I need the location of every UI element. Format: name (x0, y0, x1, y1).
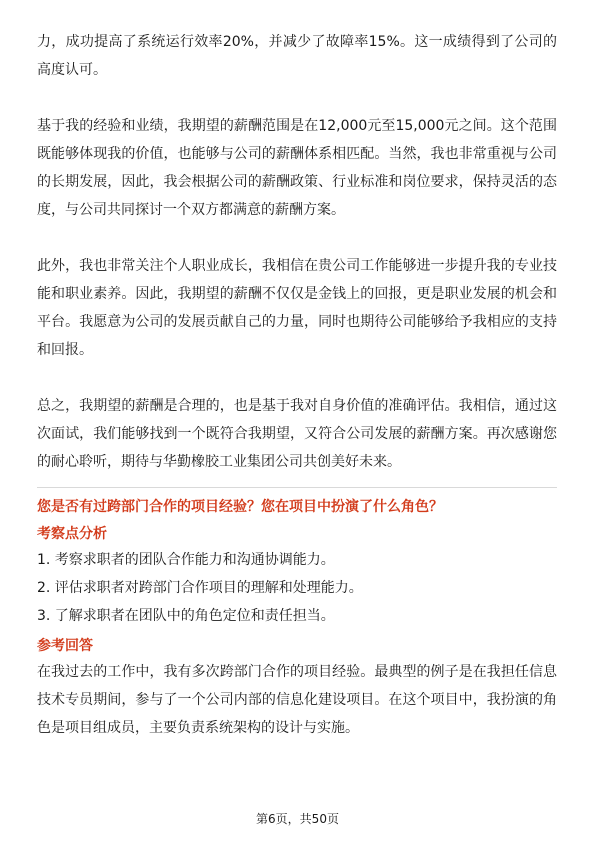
page-number-footer: 第6页，共50页 (256, 812, 339, 826)
paragraph-gap (37, 364, 557, 392)
analysis-heading: 考察点分析 (37, 526, 107, 542)
interview-question: 您是否有过跨部门合作的项目经验？您在项目中扮演了什么角色？ (37, 499, 443, 515)
paragraph-summary: 总之，我期望的薪酬是合理的，也是基于我对自身价值的准确评估。我相信，通过这次面试，我们能够找到一个既符合我期望，又符合公司发展的薪酬方案。再次感谢您的耐心聆听，期待与华勤橡胶工业集团公司共创美好未来。 (37, 398, 557, 470)
section-divider (37, 487, 557, 488)
analysis-list (37, 546, 557, 630)
paragraph-gap (37, 84, 557, 112)
reference-answer-text: 在我过去的工作中，我有多次跨部门合作的项目经验。最典型的例子是在我担任信息技术专员期间，参与了一个公司内部的信息化建设项目。在这个项目中，我扮演的角色是项目组成员，主要负责系统架构的设计与实施。 (37, 664, 557, 736)
paragraph-salary-range: 基于我的经验和业绩，我期望的薪酬范围是在12,000元至15,000元之间。这个范围既能够体现我的价值，也能够与公司的薪酬体系相匹配。当然，我也非常重视与公司的长期发展，因此，我会根据公司的薪酬政策、行业标准和岗位要求，保持灵活的态度，与公司共同探讨一个双方都满意的薪酬方案。 (37, 118, 557, 218)
analysis-item: 2. 评估求职者对跨部门合作项目的理解和处理能力。 (37, 580, 363, 596)
paragraph-career-growth: 此外，我也非常关注个人职业成长，我相信在贵公司工作能够进一步提升我的专业技能和职业素养。因此，我期望的薪酬不仅仅是金钱上的回报，更是职业发展的机会和平台。我愿意为公司的发展贡献自己的力量，同时也期待公司能够给予我相应的支持和回报。 (37, 258, 557, 358)
reference-answer-heading: 参考回答 (37, 638, 93, 654)
page-content (37, 28, 557, 742)
analysis-item: 1. 考察求职者的团队合作能力和沟通协调能力。 (37, 552, 335, 568)
analysis-item: 3. 了解求职者在团队中的角色定位和责任担当。 (37, 608, 335, 624)
paragraph-gap (37, 224, 557, 252)
paragraph-achievement: 力，成功提高了系统运行效率20%，并减少了故障率15%。这一成绩得到了公司的高度认可。 (37, 34, 557, 78)
